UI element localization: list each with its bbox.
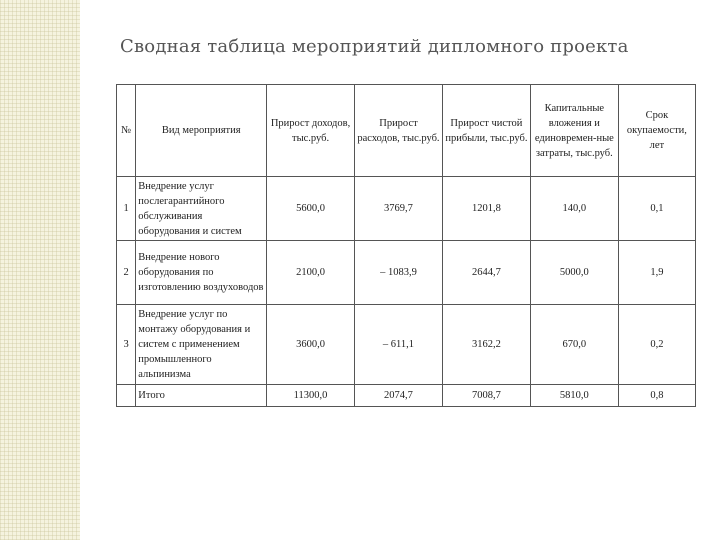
- total-income: 11300,0: [267, 385, 355, 407]
- header-expenses: Прирост расходов, тыс.руб.: [355, 85, 443, 177]
- row-income: 2100,0: [267, 241, 355, 305]
- header-income: Прирост доходов, тыс.руб.: [267, 85, 355, 177]
- total-payback: 0,8: [618, 385, 695, 407]
- page-title: Сводная таблица мероприятий дипломного проекта: [120, 36, 629, 57]
- table-row: [117, 177, 696, 241]
- table-header-row: [117, 85, 696, 177]
- total-capital: 5810,0: [530, 385, 618, 407]
- row-name: Внедрение нового оборудования по изготовлению воздуховодов: [136, 241, 267, 305]
- total-profit: 7008,7: [442, 385, 530, 407]
- row-name: Внедрение услуг послегарантийного обслуживания оборудования и систем: [136, 177, 267, 241]
- row-num: 1: [117, 177, 136, 241]
- row-expenses: – 611,1: [355, 305, 443, 385]
- header-capital: Капитальные вложения и единовремен-ные затраты, тыс.руб.: [530, 85, 618, 177]
- row-profit: 3162,2: [442, 305, 530, 385]
- table-row: [117, 305, 696, 385]
- decorative-left-strip: [0, 0, 80, 540]
- header-payback: Срок окупаемости, лет: [618, 85, 695, 177]
- row-profit: 2644,7: [442, 241, 530, 305]
- table-row: [117, 241, 696, 305]
- row-payback: 1,9: [618, 241, 695, 305]
- row-expenses: – 1083,9: [355, 241, 443, 305]
- row-num: 2: [117, 241, 136, 305]
- row-num: 3: [117, 305, 136, 385]
- row-capital: 670,0: [530, 305, 618, 385]
- row-income: 3600,0: [267, 305, 355, 385]
- header-num: №: [117, 85, 136, 177]
- total-expenses: 2074,7: [355, 385, 443, 407]
- row-profit: 1201,8: [442, 177, 530, 241]
- row-payback: 0,1: [618, 177, 695, 241]
- row-capital: 140,0: [530, 177, 618, 241]
- table-total-row: [117, 385, 696, 407]
- row-income: 5600,0: [267, 177, 355, 241]
- summary-table: [116, 84, 696, 407]
- total-num-blank: [117, 385, 136, 407]
- row-name: Внедрение услуг по монтажу оборудования и систем с применением промышленного альпинизма: [136, 305, 267, 385]
- row-payback: 0,2: [618, 305, 695, 385]
- row-expenses: 3769,7: [355, 177, 443, 241]
- header-name: Вид мероприятия: [136, 85, 267, 177]
- total-name: Итого: [136, 385, 267, 407]
- header-profit: Прирост чистой прибыли, тыс.руб.: [442, 85, 530, 177]
- row-capital: 5000,0: [530, 241, 618, 305]
